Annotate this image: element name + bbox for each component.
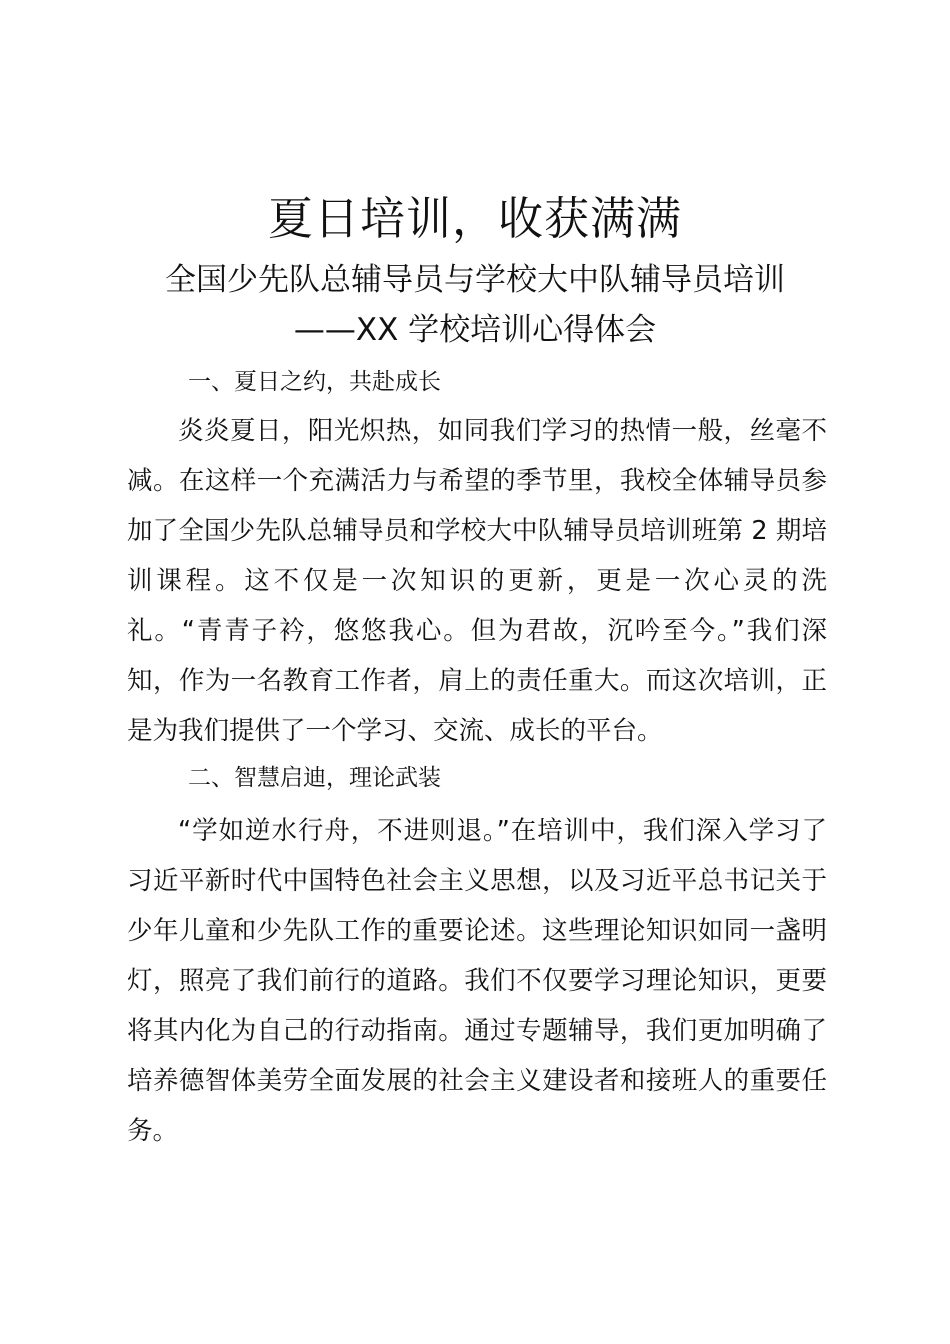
- section-heading-2: 二、智慧启迪，理论武装: [188, 765, 441, 791]
- section-heading-1: 一、夏日之约，共赴成长: [188, 369, 441, 395]
- section-paragraph-2: “学如逆水行舟，不进则退。”在培训中，我们深入学习了习近平新时代中国特色社会主义思想，以及习近平总书记关于少年儿童和少先队工作的重要论述。这些理论知识如同一盏明灯，照亮了我们前行的道路。我们不仅要学习理论知识，更要将其内化为自己的行动指南。通过专题辅导，我们更加明确了培养德智体美劳全面发展的社会主义建设者和接班人的重要任务。: [127, 816, 827, 1146]
- document-subtitle-line1: 全国少先队总辅导员与学校大中队辅导员培训: [165, 262, 785, 298]
- document-title: 夏日培训，收获满满: [267, 192, 682, 245]
- document-subtitle-line2: ——XX 学校培训心得体会: [293, 312, 657, 348]
- section-paragraph-1: 炎炎夏日，阳光炽热，如同我们学习的热情一般，丝毫不减。在这样一个充满活力与希望的季节里，我校全体辅导员参加了全国少先队总辅导员和学校大中队辅导员培训班第 2 期培训课程。这不仅是一次知识的更新，更是一次心灵的洗礼。“青青子衿，悠悠我心。但为君故，沉吟至今。”我们深知，作为一名教育工作者，肩上的责任重大。而这次培训，正是为我们提供了一个学习、交流、成长的平台。: [127, 416, 827, 746]
